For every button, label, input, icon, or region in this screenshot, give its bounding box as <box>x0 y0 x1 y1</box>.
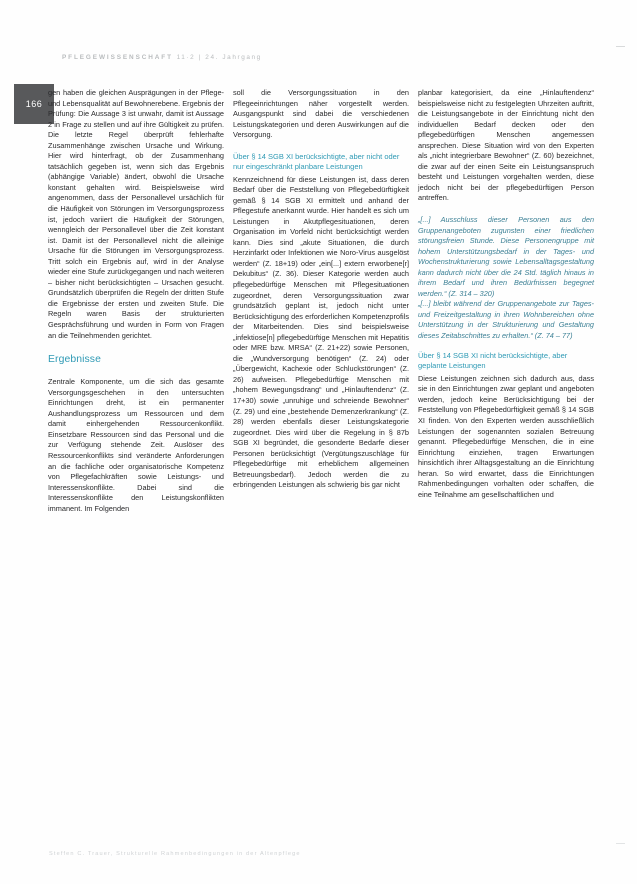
page-number: 166 <box>25 99 43 109</box>
body-columns <box>48 88 593 833</box>
heading-sgb-planbare-leistungen: Über § 14 SGB XI berücksichtigte, aber nicht oder nur eingeschränkt planbare Leistungen <box>233 151 400 172</box>
running-head-issue: 11·2 | 24. Jahrgang <box>176 54 262 61</box>
column-right <box>418 88 594 833</box>
crop-mark-top-right <box>616 46 625 47</box>
pull-quote-2: „[...] bleibt während der Gruppenangebote zur Tages- und Freizeitgestaltung in ihren Wohnbereichen ohne Unterstützung in der Strukturierung und Gestaltung dieses Zeitabschnittes zu erhalten.“ (Z. 74 – 77) <box>418 299 594 340</box>
spacer <box>418 204 594 213</box>
heading-sgb-geplante-leistungen: Über § 14 SGB XI nicht berücksichtigte, aber geplante Leistungen <box>418 351 568 371</box>
column-left <box>48 88 224 833</box>
paragraph-ergebnisse: Zentrale Komponente, um die sich das gesamte Versorgungsgeschehen in den untersuchten Einrichtungen dreht, ist ein permanenter Aushandlungsprozess um Ressourcen und dem damit einhergehenden Ressourcenkonflikt. Einsetzbare Ressourcen sind das Personal und die zur Verfügung stehende Zeit. Auslöser des Ressourcenkonflikts sind veränderte Anforderungen an die fachliche oder organisatorische Kompetenz von Pflegefachkräften sowie Leistungs- und Interessenskonflikte. Dabei sind die Interessenskonflikte den Leistungskonflikten immanent. Im Folgenden <box>48 377 224 513</box>
paragraph-continued-middle: soll die Versorgungssituation in den Pflegeeinrichtungen näher vorgestellt werden. Ausgangspunkt sind dabei die verschiedenen Leistungskategorien und deren Auswirkungen auf die Versorgung. <box>233 88 409 140</box>
paragraph-geplante-leistungen: Diese Leistungen zeichnen sich dadurch aus, dass sie in den Einrichtungen zwar geplant und angeboten werden, jedoch keine Berücksichtigung bei der Feststellung von Pflegebedürftigkeit gemäß § 14 SGB XI finden. Von den Experten werden ausschließlich Leistungen der sogenannten sozialen Betreuung genannt. Pflegebedürftige Menschen, die in eine Einrichtung einziehen, tragen Erwartungen hinsichtlich ihrer Alltagsgestaltung an die Einrichtung heran. So wird erwartet, dass die Einrichtungen Rahmenbedingungen vorhalten oder schaffen, die eine Teilnahme am gesellschaftlichen und <box>418 373 594 499</box>
running-head <box>62 54 262 61</box>
paragraph-continued-left: gen haben die gleichen Ausprägungen in der Pflege- und Lebensqualität auf Bewohnerebene. Ergebnis der Prüfung: Die Aussage 3 ist unwahr, damit ist Aussage 2 in Frage zu stellen und auf ihre Gültigkeit zu prüfen. Die letzte Regel überprüft fehlerhafte Zusammenhänge zwischen Ursache und Wirkung. Hier wird hinterfragt, ob der Zusammenhang tatsächlich gegeben ist, wenn sich das Ergebnis (abhängige Variable) ändert, obwohl die Ursache konstant gehalten wird. Beispielsweise wird angenommen, dass der Personallevel ursächlich für die Häufigkeit von Störungen im Versorgungsprozess ist, jedoch variiert die Häufigkeit der Störungen, wenngleich der Personallevel über die Zeit konstant ist. Damit ist der Personallevel nicht die alleinige Ursache für die Störungen im Versorgungsprozess. Tritt solch ein Ergebnis auf, wird in der Analyse wieder eine Stufe zurückgegangen und nach weiteren – bisher nicht berücksichtigten – Ursachen gesucht. Grundsätzlich überprüfen die Regeln der dritten Stufe die Ergebnisse der ersten und zweiten Stufe. Die Regeln waren Basis der strukturierten Gesprächsführung und wurden in Form von Fragen an die Teilnehmenden gerichtet. <box>48 88 224 340</box>
footer-citation: Steffen C. Trauer, Strukturelle Rahmenbedingungen in der Altenpflege <box>49 851 301 857</box>
pull-quote-1: „[...] Ausschluss dieser Personen aus den Gruppenangeboten zugunsten einer friedlichen störungsfreien Stunde. Diese Personengruppe mit hohem Unterstützungsbedarf in der Tages- und Wochenstrukturierung sowie Lebensalltagsgestaltung kann dadurch nicht über die 24 Std. täglich hinaus in ihrem Bedarf und ihren Bedürfnissen begegnet werden.“ (Z. 314 – 320) <box>418 215 594 298</box>
paragraph-planbare-leistungen: Kennzeichnend für diese Leistungen ist, dass deren Bedarf über die Feststellung von Pflegebedürftigkeit gemäß § 14 SGB XI ermittelt und anhand der Pflegestufe anerkannt wurde. Hier handelt es sich um Leistungen in Akutpflegesituationen, deren Organisation im Vorfeld nicht berücksichtigt werden kann. Dies sind „akute Situationen, die durch Herzinfarkt oder Infektionen wie Noro-Virus ausgelöst werden“ (Z. 18+19) oder „ein[...] extern erworbene[r] Dekubitus“ (Z. 36). Dieser Kategorie werden auch pflegebedürftige Menschen mit Pflegesituationen zugeordnet, deren Versorgungssituation zwar grundsätzlich geplant ist, jedoch nicht unter Berücksichtigung des erforderlichen Kompetenzprofils der Mitarbeitenden. Dies sind beispielsweise „infektiose[n] pflegebedürftige Menschen mit Hepatitis oder MRE bzw. MRSA“ (Z. 21+22) sowie Personen, die „Wundversorgung benötigen“ (Z. 24) oder „Übergewicht, Kachexie oder Schluckstörungen“ (Z. 26) aufweisen. Pflegebedürftige Menschen mit „hohem Bewegungsdrang“ und „Hinlauftendenz“ (Z. 17+30) sowie „unruhige und schreiende Bewohner“ (Z. 29) und eine „bestehende Demenzerkrankung“ (Z. 28) werden ebenfalls dieser Leistungskategorie zugeordnet. Dies wird über die Regelung in § 87b SGB XI begründet, die gesonderte Bedarfe dieser Personen berücksichtigt (Vergütungszuschläge für Pflegebedürftige mit erheblichem allgemeinen Betreuungsbedarf). Jedoch werden die zu erbringenden Leistungen als schwierig bis gar nicht <box>233 174 409 490</box>
running-head-journal: PFLEGEWISSENSCHAFT <box>62 54 173 61</box>
heading-ergebnisse: Ergebnisse <box>48 354 101 366</box>
paragraph-continued-right: planbar kategorisiert, da eine „Hinlauftendenz“ beispielsweise nicht zu festgelegten Uhrzeiten auftritt, die Leistungsangebote in der Einrichtung nicht den individuellen Bedarf decken oder den pflegebedürftigen Menschen angemessen ansprechen. Diese Situation wird von den Experten als „nicht integrierbare Bewohner“ (Z. 60) bezeichnet, die zwar auf der einen Seite ein Leistungsanspruch besteht und Leistungen vorgehalten werden, diese jedoch nicht bei der pflegebedürftigen Person antreffen. <box>418 88 594 203</box>
crop-mark-bottom-right <box>616 843 625 844</box>
column-middle <box>233 88 409 833</box>
